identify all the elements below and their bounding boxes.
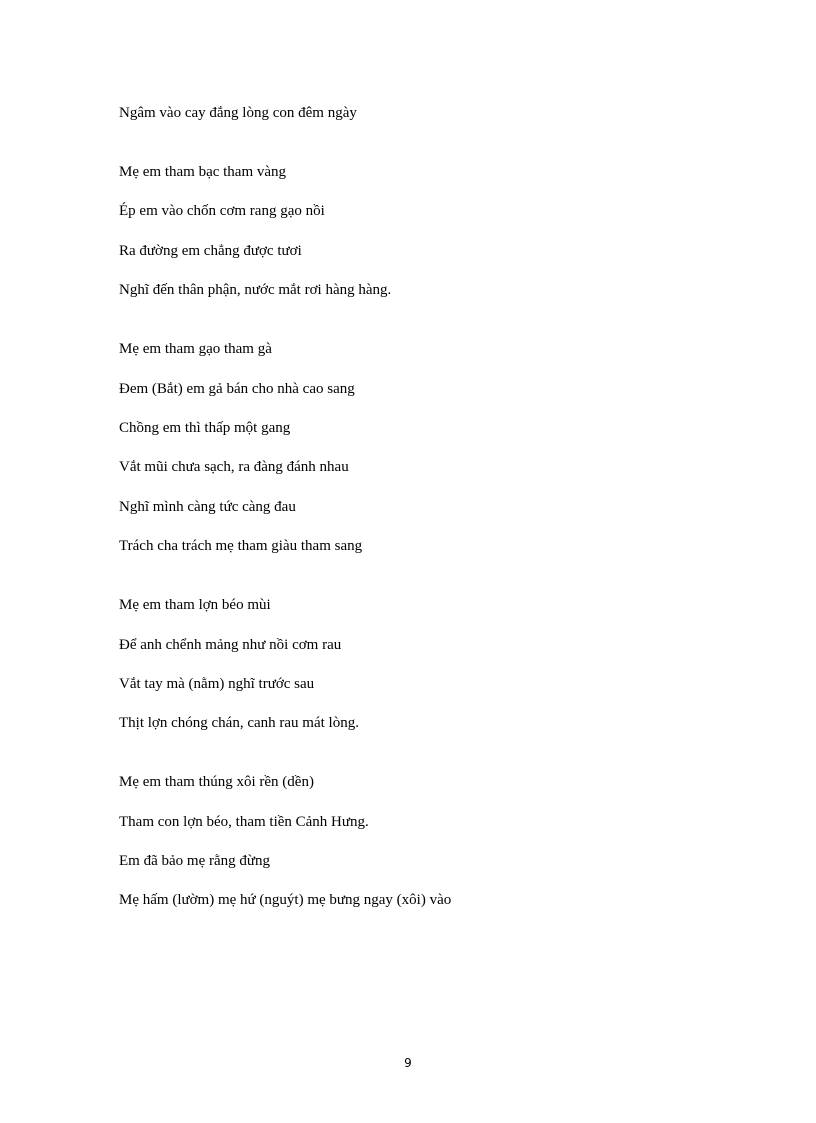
poem-line: Đem (Bắt) em gả bán cho nhà cao sang bbox=[119, 380, 355, 397]
poem-body bbox=[119, 103, 719, 949]
page-number: 9 bbox=[404, 1056, 412, 1070]
poem-line: Vắt mũi chưa sạch, ra đàng đánh nhau bbox=[119, 459, 349, 476]
poem-line: Tham con lợn béo, tham tiền Cảnh Hưng. bbox=[119, 813, 369, 830]
poem-line: Vắt tay mà (nằm) nghĩ trước sau bbox=[119, 675, 315, 692]
poem-line: Mẹ em tham thúng xôi rền (dền) bbox=[119, 774, 314, 791]
stanza bbox=[119, 162, 719, 300]
poem-line: Ép em vào chốn cơm rang gạo nồi bbox=[119, 203, 325, 220]
poem-line: Chồng em thì thấp một gang bbox=[119, 419, 291, 436]
poem-line: Nghĩ mình càng tức càng đau bbox=[119, 498, 296, 515]
poem-line: Mẹ em tham gạo tham gà bbox=[119, 341, 272, 358]
stanza bbox=[119, 339, 719, 556]
stanza bbox=[119, 772, 719, 910]
poem-line: Trách cha trách mẹ tham giàu tham sang bbox=[119, 538, 363, 555]
poem-line: Nghĩ đến thân phận, nước mắt rơi hàng hàng. bbox=[119, 282, 392, 299]
poem-line: Mẹ em tham bạc tham vàng bbox=[119, 164, 287, 180]
stanza bbox=[119, 103, 719, 123]
poem-line: Ra đường em chẳng được tươi bbox=[119, 242, 302, 259]
poem-line: Ngâm vào cay đắng lòng con đêm ngày bbox=[119, 105, 357, 121]
poem-line: Thịt lợn chóng chán, canh rau mát lòng. bbox=[119, 715, 359, 732]
poem-line: Để anh chểnh mảng như nồi cơm rau bbox=[119, 636, 342, 653]
stanza bbox=[119, 595, 719, 733]
poem-line: Mẹ em tham lợn béo mùi bbox=[119, 597, 271, 614]
poem-line: Em đã bảo mẹ rằng đừng bbox=[119, 853, 271, 870]
poem-line: Mẹ hấm (lườm) mẹ hứ (nguýt) mẹ bưng ngay (xôi) vào bbox=[119, 892, 452, 909]
